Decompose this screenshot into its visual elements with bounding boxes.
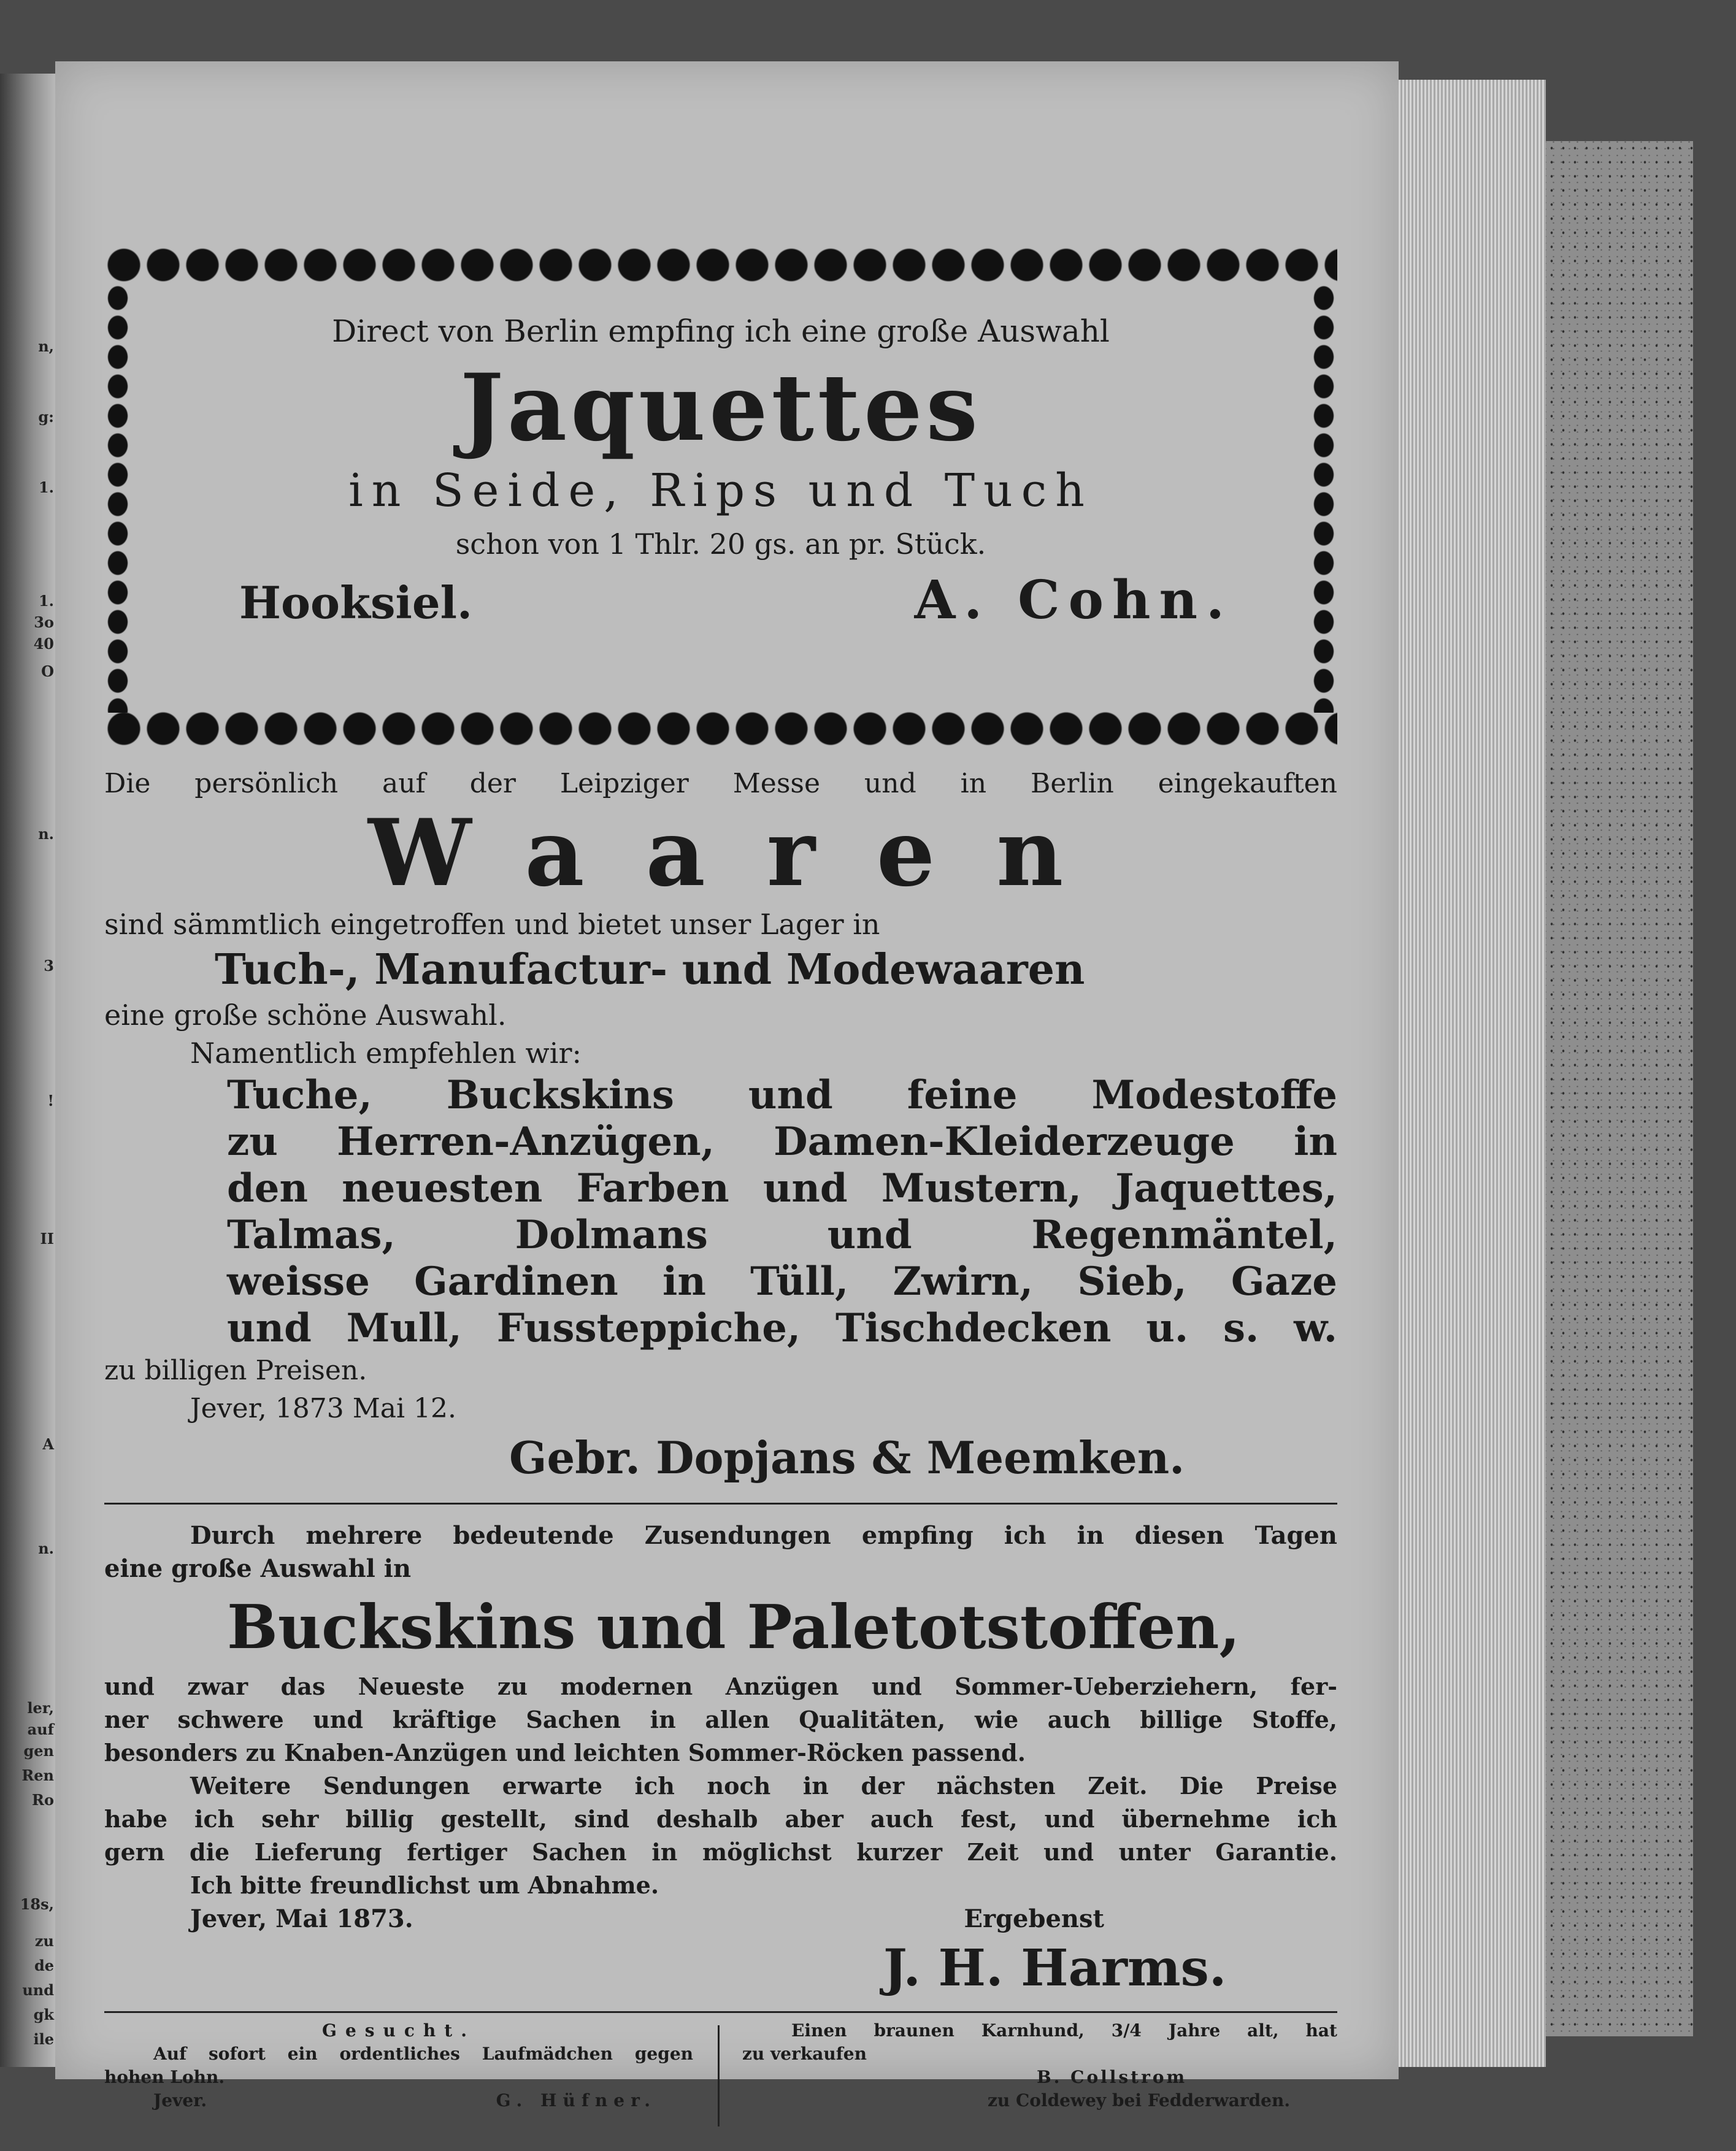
margin-fragment: de	[34, 1957, 54, 1974]
margin-fragment: n.	[38, 1539, 54, 1557]
margin-fragment: gen	[23, 1742, 54, 1760]
ad-cohn	[104, 245, 1337, 748]
left-page-edge	[0, 74, 55, 2067]
ad-dopjans-items	[104, 1072, 1337, 1352]
ad-harms-body-line: und zwar das Neueste zu modernen Anzügen und Sommer-Ueberziehern, fer-	[104, 1673, 1337, 1700]
margin-fragment: auf	[27, 1720, 54, 1738]
ad-dopjans-signature: Gebr. Dopjans & Meemken.	[509, 1432, 1185, 1484]
ad-huefner	[104, 2019, 693, 2112]
ad-dopjans-line1: sind sämmtlich eingetroffen und bietet unser Lager in	[104, 908, 880, 941]
margin-fragment: 3o	[34, 613, 54, 631]
ad-cohn-merchant: A. Cohn.	[914, 569, 1233, 631]
ad-harms-body-line: ner schwere und kräftige Sachen in allen Qualitäten, wie auch billige Stoffe,	[104, 1706, 1337, 1733]
list-item: und Mull, Fussteppiche, Tischdecken u. s. w.	[227, 1305, 1337, 1351]
margin-fragment: ile	[33, 2030, 54, 2048]
margin-fragment: 1.	[38, 592, 54, 610]
ad-huefner-title: Gesucht.	[322, 2020, 475, 2041]
ad-cohn-place: Hooksiel.	[239, 577, 473, 629]
ad-dopjans-line4: Namentlich empfehlen wir:	[190, 1037, 582, 1070]
ad-cohn-price: schon von 1 Thlr. 20 gs. an pr. Stück.	[455, 527, 986, 561]
ad-collstrom-place: zu Coldewey bei Fedderwarden.	[988, 2090, 1291, 2111]
list-item: Tuche, Buckskins und feine Modestoffe	[227, 1072, 1337, 1118]
margin-fragment: und	[22, 1981, 54, 1999]
ad-cohn-headline: Jaquettes	[460, 354, 981, 462]
ad-harms-body-line: Ich bitte freundlichst um Abnahme.	[190, 1871, 659, 1899]
ad-dopjans	[104, 767, 1337, 1488]
ad-harms-dateline: Jever, Mai 1873.	[190, 1904, 413, 1933]
dot-border-left	[106, 283, 130, 713]
dot-border-top	[104, 245, 1337, 285]
ad-collstrom-line1: Einen braunen Karnhund, 3/4 Jahre alt, hat	[791, 2020, 1337, 2041]
margin-fragment: 3	[44, 957, 54, 975]
ad-harms-closing: Ergebenst	[964, 1904, 1104, 1933]
page-stack-edge	[1399, 80, 1546, 2067]
margin-fragment: Ro	[32, 1791, 54, 1809]
ad-huefner-line1: Auf sofort ein ordentliches Laufmädchen gegen	[153, 2044, 693, 2064]
ad-dopjans-line2: Tuch-, Manufactur- und Modewaaren	[215, 945, 1085, 994]
ad-huefner-line2: hohen Lohn.	[104, 2067, 225, 2087]
ad-collstrom-line2: zu verkaufen	[742, 2044, 867, 2064]
ad-harms-headline: Buckskins und Paletotstoffen,	[227, 1592, 1240, 1663]
ad-harms-signature: J. H. Harms.	[883, 1939, 1227, 1998]
dot-border-right	[1312, 283, 1336, 713]
ad-harms	[104, 1519, 1337, 2000]
list-item: den neuesten Farben und Mustern, Jaquettes,	[227, 1165, 1337, 1211]
divider	[104, 1503, 1337, 1505]
list-item: weisse Gardinen in Tüll, Zwirn, Sieb, Gaze	[227, 1259, 1337, 1305]
margin-fragment: 18s,	[20, 1895, 54, 1913]
margin-fragment: ler,	[27, 1699, 54, 1717]
page-content	[104, 245, 1337, 2142]
ad-dopjans-dateline: Jever, 1873 Mai 12.	[190, 1393, 457, 1424]
ad-dopjans-line5: zu billigen Preisen.	[104, 1355, 367, 1386]
divider	[104, 2011, 1337, 2013]
margin-fragment: Ren	[21, 1766, 54, 1784]
ad-huefner-place: Jever.	[153, 2090, 207, 2111]
ad-dopjans-headline: Waaren	[368, 799, 1125, 907]
ad-harms-intro-line: eine große Auswahl in	[104, 1554, 412, 1583]
margin-fragment: II	[40, 1230, 54, 1248]
ad-huefner-name: G. Hüfner.	[496, 2090, 656, 2111]
margin-fragment: n,	[38, 337, 54, 355]
newspaper-page	[55, 61, 1399, 2111]
list-item: Talmas, Dolmans und Regenmäntel,	[227, 1212, 1337, 1258]
list-item: zu Herren-Anzügen, Damen-Kleiderzeuge in	[227, 1119, 1337, 1165]
ad-harms-body-line: habe ich sehr billig gestellt, sind deshalb aber auch fest, und übernehme ich	[104, 1805, 1337, 1833]
margin-fragment: gk	[33, 2006, 54, 2023]
ad-harms-body-line: gern die Lieferung fertiger Sachen in möglichst kurzer Zeit und unter Garantie.	[104, 1838, 1337, 1866]
ad-harms-intro-line: Durch mehrere bedeutende Zusendungen empfing ich in diesen Tagen	[190, 1521, 1337, 1550]
margin-fragment: !	[47, 1092, 54, 1110]
ad-harms-body-line: Weitere Sendungen erwarte ich noch in der nächsten Zeit. Die Preise	[190, 1772, 1337, 1800]
column-separator	[718, 2025, 720, 2126]
margin-fragment: g:	[38, 408, 54, 426]
margin-fragment: zu	[34, 1932, 54, 1950]
small-ads-row	[104, 2019, 1337, 2142]
ad-cohn-intro: Direct von Berlin empfing ich eine große Auswahl	[332, 313, 1110, 349]
margin-fragment: A	[42, 1435, 54, 1453]
ad-collstrom	[742, 2019, 1337, 2112]
book-cover-edge	[1546, 141, 1693, 2036]
ad-dopjans-line3: eine große schöne Auswahl.	[104, 999, 507, 1032]
dot-border-bottom	[104, 709, 1337, 748]
ad-collstrom-name: B. Collstrom	[1037, 2067, 1188, 2087]
ad-cohn-materials: in Seide, Rips und Tuch	[348, 464, 1093, 517]
ad-dopjans-intro: Die persönlich auf der Leipziger Messe und in Berlin eingekauften	[104, 768, 1337, 799]
ad-cohn-body	[153, 307, 1288, 637]
margin-fragment: O	[41, 662, 54, 680]
margin-fragment: 1.	[38, 478, 54, 496]
margin-fragment: n.	[38, 825, 54, 843]
ad-harms-body-line: besonders zu Knaben-Anzügen und leichten Sommer-Röcken passend.	[104, 1739, 1026, 1766]
margin-fragment: 40	[33, 635, 54, 653]
